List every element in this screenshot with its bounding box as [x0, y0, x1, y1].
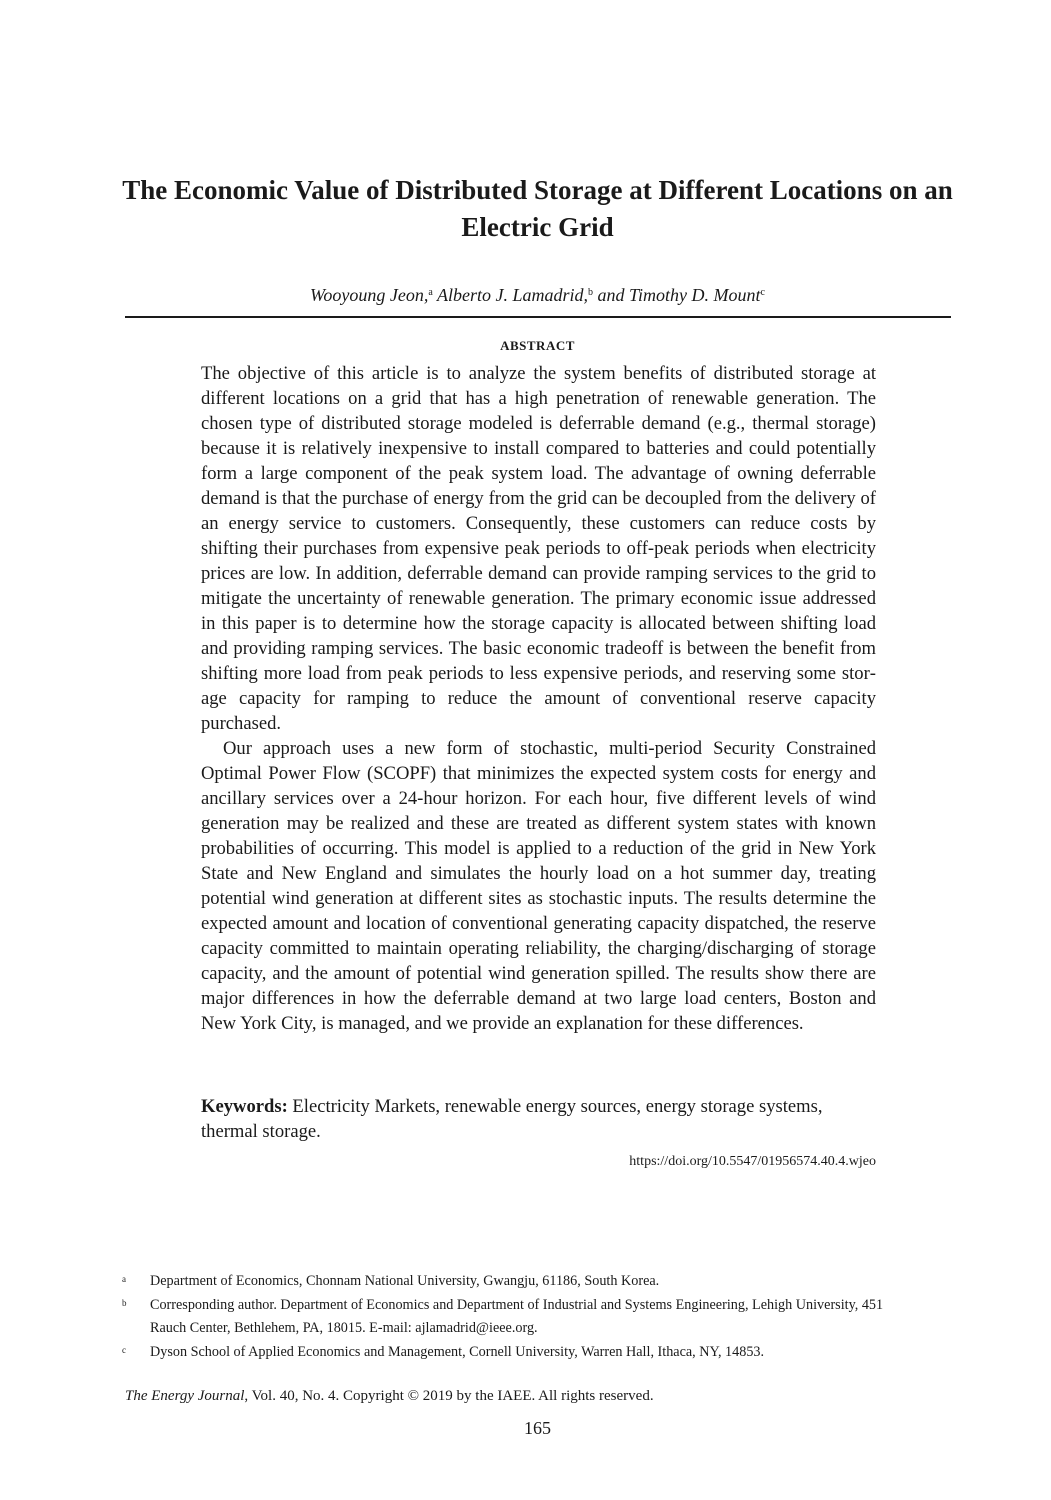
- abstract-paragraph: Our approach uses a new form of stochastic, multi-period Security Constrained Optimal Power Flow (SCOPF) that minimizes the expected system costs for energy and ancillary services over a 24-hour horizon. For each hour, five different levels of wind generation may be realized and these are treated as different system states with known probabilities of occurring. This model is applied to a reduction of the grid in New York State and New England and simulates the hourly load on a hot summer day, treating potential wind generation at different sites as stochastic inputs. The results determine the expected amount and location of conventional generating capacity dispatched, the reserve capacity committed to maintain operating reliability, the charging/discharging of storage capacity, and the amount of potential wind generation spilled. The results show there are major differences in how the deferrable demand at two large load centers, Boston and New York City, is managed, and we provide an explanation for these differences.: [201, 738, 876, 1034]
- footnote-text: Dyson School of Applied Economics and Management, Cornell University, Warren Hall, Ithaca, NY, 14853.: [150, 1343, 765, 1360]
- author-affiliation-mark: c: [760, 287, 765, 298]
- footnote-text: Department of Economics, Chonnam National University, Gwangju, 61186, South Korea.: [150, 1273, 660, 1289]
- abstract-heading: ABSTRACT: [500, 338, 575, 353]
- author-name: Wooyoung Jeon,: [310, 285, 429, 305]
- footnote-mark: a: [122, 1274, 126, 1284]
- page-number: 165: [524, 1418, 551, 1438]
- footnote: [122, 1270, 922, 1294]
- keywords-text: Electricity Markets, renewable energy sources, energy storage systems, thermal storage.: [201, 1096, 823, 1142]
- author-affiliation-mark: a: [428, 287, 433, 298]
- footnote-mark: b: [122, 1297, 127, 1308]
- footnote: [122, 1341, 922, 1365]
- journal-details: , Vol. 40, No. 4. Copyright © 2019 by the IAEE. All rights reserved.: [244, 1388, 654, 1404]
- header-rule: [125, 316, 951, 318]
- keywords-label: Keywords:: [201, 1096, 288, 1117]
- abstract-body: [201, 361, 876, 1036]
- author-line: [100, 283, 975, 307]
- footnote-mark: c: [122, 1344, 126, 1355]
- doi-link[interactable]: https://doi.org/10.5547/01956574.40.4.wjeo: [629, 1154, 876, 1169]
- paper-title: The Economic Value of Distributed Storage at Different Locations on an Electric Grid: [122, 175, 953, 242]
- journal-citation: [125, 1386, 925, 1406]
- footnote: [122, 1294, 922, 1341]
- author-name: and Timothy D. Mount: [597, 285, 761, 305]
- journal-name: The Energy Journal: [125, 1388, 245, 1404]
- footnote-text: Corresponding author. Department of Economics and Department of Industrial and Systems Engineering, Lehigh University, 451 Rauch Center, Bethlehem, PA, 18015. E-mail: ajlamadrid@ieee.org.: [150, 1296, 884, 1336]
- abstract-paragraph: The objective of this article is to analyze the system benefits of distributed storage at different locations on a grid that has a high penetration of renewable generation. The chosen type of distributed storage modeled is deferrable demand (e.g., thermal storage) because it is relatively inexpensive to install compared to batteries and could potentially form a large component of the peak system load. The advantage of owning deferrable demand is that the purchase of energy from the grid can be decoupled from the delivery of an energy service to customers. Consequently, these customers can reduce costs by shifting their purchases from expensive peak periods to off-peak periods when electricity prices are low. In addition, deferrable demand can provide ramping services to the grid to mitigate the uncertainty of renewable generation. The primary economic issue addressed in this paper is to determine how the storage capacity is allocated between shifting load and providing ramping services. The basic economic tradeoff is between the benefit from shifting more load from peak periods to less expensive periods, and reserving some storage capacity for ramping to reduce the amount of conventional reserve capacity purchased.: [201, 363, 876, 734]
- author-affiliation-mark: b: [587, 287, 593, 298]
- author-name: Alberto J. Lamadrid,: [436, 285, 588, 305]
- footnotes: [122, 1270, 922, 1364]
- keywords: [201, 1094, 841, 1144]
